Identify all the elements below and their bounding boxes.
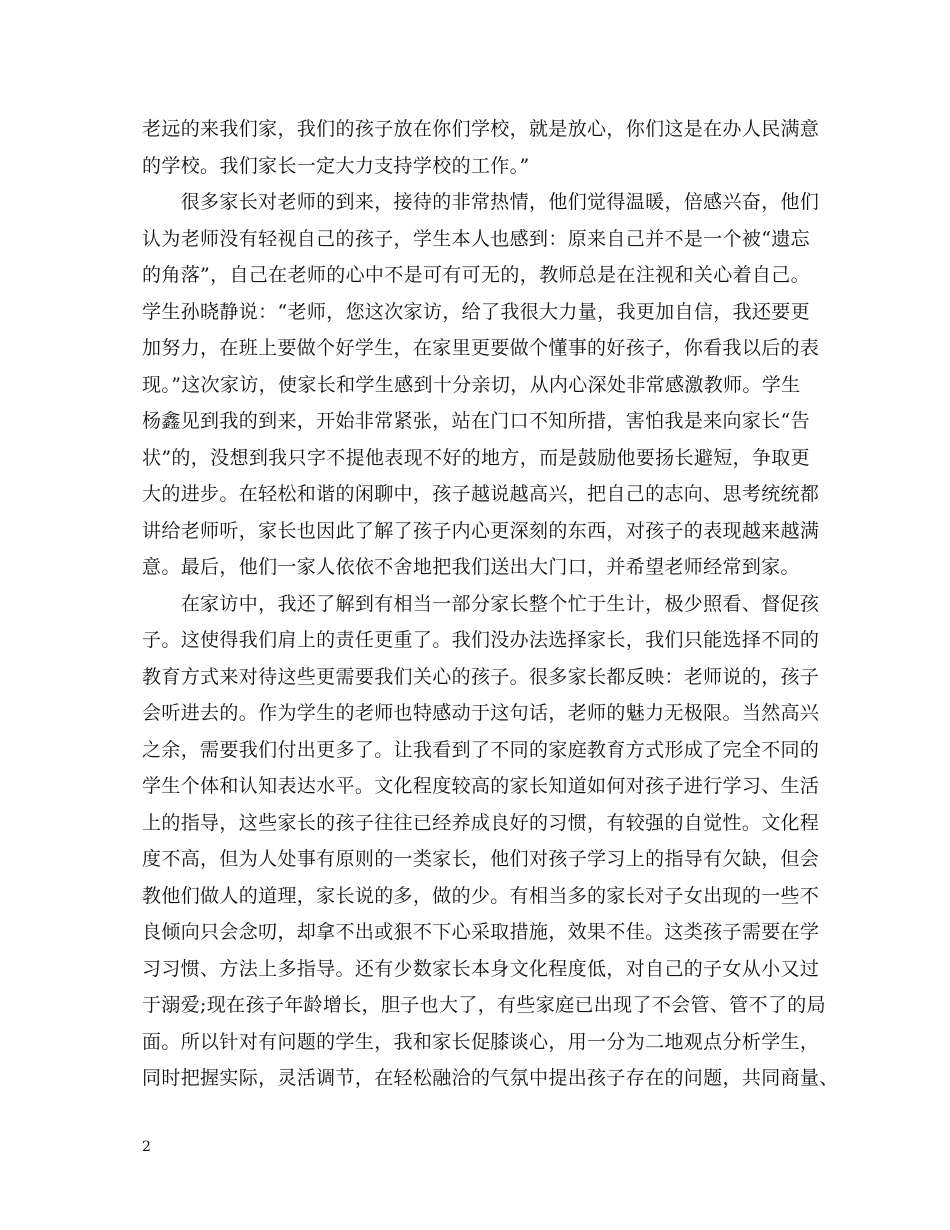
text-line: 子。这使得我们肩上的责任更重了。我们没办法选择家长，我们只能选择不同的: [142, 629, 820, 651]
text-line: 的角落”，自己在老师的心中不是可有可无的，教师总是在注视和关心着自己。: [142, 264, 810, 286]
text-line: 现。”这次家访，使家长和学生感到十分亲切，从内心深处非常感激教师。学生: [142, 374, 801, 396]
text-line: 讲给老师听，家长也因此了解了孩子内心更深刻的东西，对孩子的表现越来越满: [142, 520, 820, 542]
text-line: 学生个体和认知表达水平。文化程度较高的家长知道如何对孩子进行学习、生活: [142, 775, 820, 797]
text-line: 的学校。我们家长一定大力支持学校的工作。”: [142, 155, 530, 177]
text-line: 状”的，没想到我只字不提他表现不好的地方，而是鼓励他要扬长避短，争取更: [142, 447, 810, 469]
text-line: 于溺爱;现在孩子年龄增长，胆子也大了，有些家庭已出现了不会管、管不了的局: [142, 994, 827, 1016]
text-line: 老远的来我们家，我们的孩子放在你们学校，就是放心，你们这是在办人民满意: [142, 118, 820, 140]
text-line: 之余，需要我们付出更多了。让我看到了不同的家庭教育方式形成了完全不同的: [142, 739, 820, 761]
text-line: 教育方式来对待这些更需要我们关心的孩子。很多家长都反映：老师说的，孩子: [142, 666, 820, 688]
text-line: 习习惯、方法上多指导。还有少数家长本身文化程度低，对自己的子女从小又过: [142, 958, 820, 980]
text-line: 意。最后，他们一家人依依不舍地把我们送出大门口，并希望老师经常到家。: [142, 556, 800, 578]
text-line: 认为老师没有轻视自己的孩子，学生本人也感到：原来自己并不是一个被“遗忘: [142, 228, 810, 250]
text-line: 面。所以针对有问题的学生，我和家长促膝谈心，用一分为二地观点分析学生，: [142, 1031, 820, 1053]
text-line: 大的进步。在轻松和谐的闲聊中，孩子越说越高兴，把自己的志向、思考统统都: [142, 483, 820, 505]
text-line: 良倾向只会念叨，却拿不出或狠不下心采取措施，效果不佳。这类孩子需要在学: [142, 921, 820, 943]
text-line: 学生孙晓静说：“老师，您这次家访，给了我很大力量，我更加自信，我还要更: [142, 301, 810, 323]
text-line: 教他们做人的道理，家长说的多，做的少。有相当多的家长对子女出现的一些不: [142, 885, 820, 907]
text-line: 在家访中，我还了解到有相当一部分家长整个忙于生计，极少照看、督促孩: [142, 593, 820, 615]
text-line: 度不高，但为人处事有原则的一类家长，他们对孩子学习上的指导有欠缺，但会: [142, 848, 820, 870]
text-line: 上的指导，这些家长的孩子往往已经养成良好的习惯，有较强的自觉性。文化程: [142, 812, 820, 834]
page-number: 2: [142, 1139, 151, 1155]
text-line: 同时把握实际，灵活调节，在轻松融洽的气氛中提出孩子存在的问题，共同商量、: [142, 1067, 839, 1089]
text-line: 加努力，在班上要做个好学生，在家里更要做个懂事的好孩子，你看我以后的表: [142, 337, 820, 359]
text-line: 会听进去的。作为学生的老师也特感动于这句话，老师的魅力无极限。当然高兴: [142, 702, 820, 724]
text-line: 杨鑫见到我的到来，开始非常紧张，站在门口不知所措，害怕我是来向家长“告: [142, 410, 810, 432]
text-line: 很多家长对老师的到来，接待的非常热情，他们觉得温暖，倍感兴奋，他们: [142, 191, 820, 213]
